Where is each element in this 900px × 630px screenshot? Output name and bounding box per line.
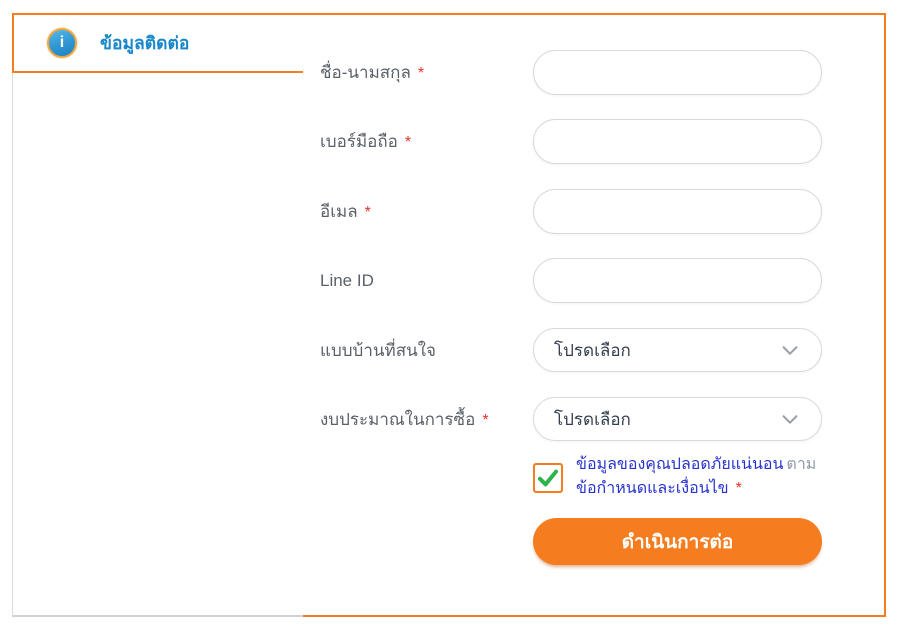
safety-statement: ข้อมูลของคุณปลอดภัยแน่นอน xyxy=(576,456,784,473)
form-row-fullname xyxy=(320,50,822,95)
lineid-input[interactable] xyxy=(533,258,822,303)
budget-select-value: โปรดเลือก xyxy=(554,409,631,429)
consent-checkbox[interactable] xyxy=(533,463,563,493)
mobile-input[interactable] xyxy=(533,119,822,164)
consent-row xyxy=(533,453,853,501)
sidebar-empty-panel xyxy=(12,73,303,617)
continue-button[interactable]: ดำเนินการต่อ xyxy=(533,518,822,565)
fullname-input[interactable] xyxy=(533,50,822,95)
house-model-label: แบบบ้านที่สนใจ xyxy=(320,340,436,360)
required-asterisk: * xyxy=(482,411,489,429)
consent-plain-text: ตาม xyxy=(786,456,817,473)
budget-select[interactable] xyxy=(533,397,822,441)
form-row-mobile xyxy=(320,119,822,164)
house-model-select-value: โปรดเลือก xyxy=(554,340,631,360)
info-icon xyxy=(47,28,77,58)
form-row-email xyxy=(320,189,822,234)
house-model-select[interactable] xyxy=(533,328,822,372)
chevron-down-icon xyxy=(779,339,801,361)
consent-text xyxy=(576,453,838,501)
email-input[interactable] xyxy=(533,189,822,234)
form-row-house-model xyxy=(320,328,822,372)
info-icon-glyph: i xyxy=(59,34,65,51)
email-label: อีเมล * xyxy=(320,202,371,221)
form-row-budget xyxy=(320,397,822,441)
required-asterisk: * xyxy=(417,65,425,82)
contact-form-panel xyxy=(303,13,886,617)
fullname-label: ชื่อ-นามสกุล * xyxy=(320,63,425,82)
budget-label: งบประมาณในการซื้อ * xyxy=(320,409,489,429)
mobile-label: เบอร์มือถือ * xyxy=(320,132,412,151)
form-row-lineid xyxy=(320,258,822,303)
terms-link[interactable]: ข้อกำหนดและเงื่อนไข xyxy=(576,480,729,497)
required-asterisk: * xyxy=(735,480,742,497)
required-asterisk: * xyxy=(404,134,412,151)
check-icon xyxy=(536,466,560,490)
lineid-label: Line ID xyxy=(320,270,374,290)
tab-contact-info[interactable] xyxy=(12,13,303,73)
required-asterisk: * xyxy=(364,204,371,221)
tab-label: ข้อมูลติดต่อ xyxy=(100,33,190,53)
chevron-down-icon xyxy=(779,408,801,430)
